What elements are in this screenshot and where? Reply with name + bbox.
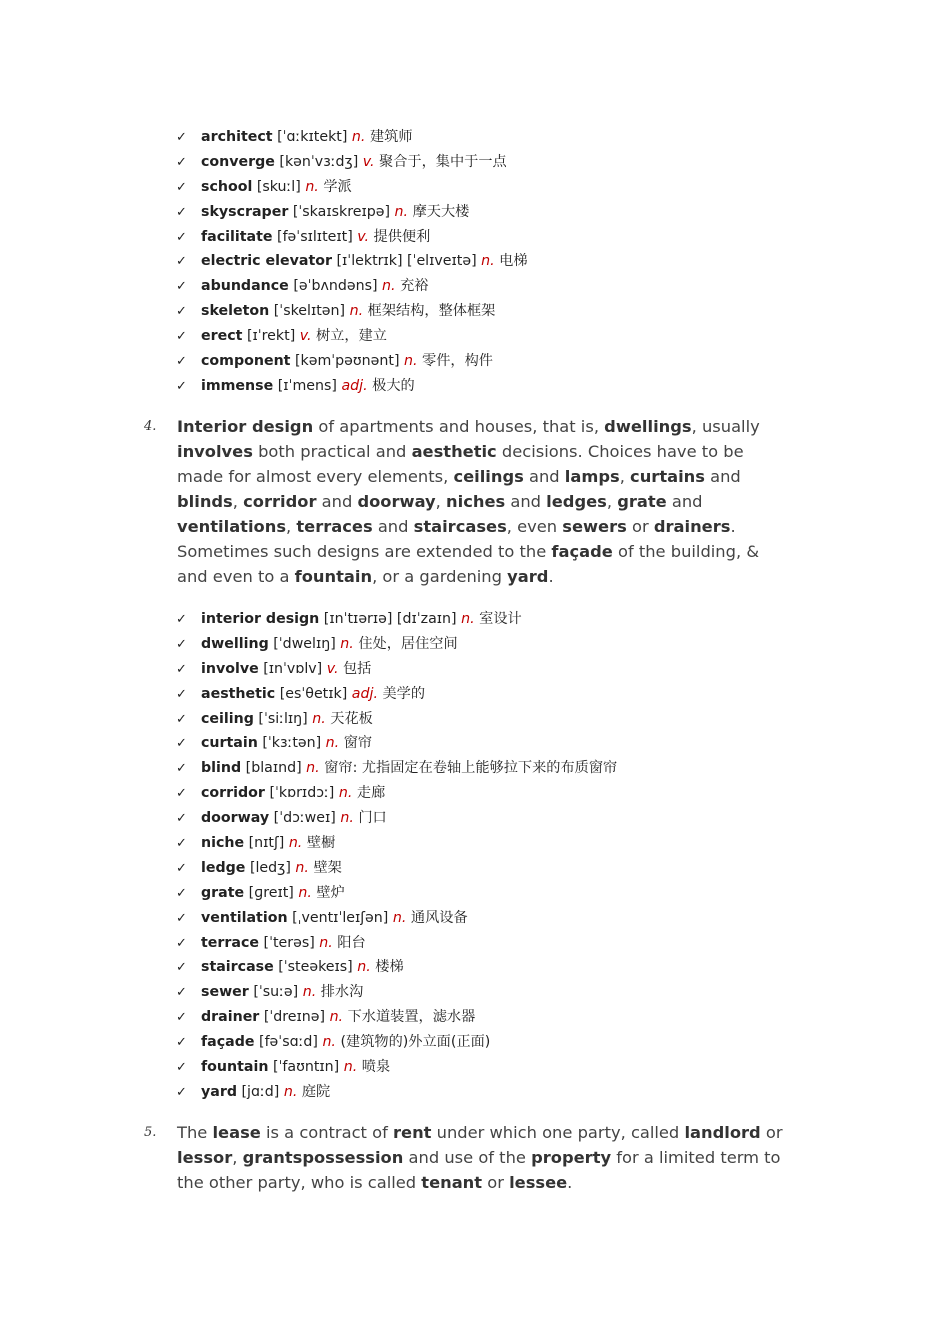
vocab-word: doorway (201, 810, 270, 827)
part-of-speech: n. (338, 785, 353, 802)
check-icon: ✓ (176, 836, 187, 852)
vocab-definition: 通风设备 (410, 909, 468, 926)
vocab-definition: 美学的 (382, 685, 426, 702)
check-icon: ✓ (176, 1060, 187, 1076)
vocab-word: architect (201, 129, 273, 145)
vocab-definition: 窗帘 (343, 735, 373, 752)
vocab-pronunciation: [ˈdɔːweɪ] (273, 810, 336, 827)
check-icon: ✓ (176, 254, 187, 270)
part-of-speech: n. (302, 984, 317, 1001)
vocab-item (176, 1030, 617, 1055)
check-icon: ✓ (176, 786, 187, 802)
vocab-word: drainer (201, 1009, 260, 1026)
vocab-item (176, 881, 617, 906)
vocab-word: staircase (201, 959, 274, 976)
vocab-item (176, 682, 617, 707)
vocab-pronunciation: [kənˈvɜːdʒ] (279, 153, 359, 170)
key-term: corridor (243, 492, 317, 511)
key-term: Interior design (177, 417, 314, 436)
key-term: ceilings (453, 467, 524, 486)
part-of-speech: n. (325, 735, 340, 752)
vocab-definition: 阳台 (337, 934, 366, 951)
check-icon: ✓ (176, 761, 187, 777)
vocab-item (176, 756, 617, 781)
vocab-word: ceiling (201, 710, 254, 727)
vocab-item (176, 831, 617, 856)
check-icon: ✓ (176, 304, 187, 320)
check-icon: ✓ (176, 179, 187, 195)
part-of-speech: n. (288, 835, 303, 852)
vocab-item (176, 806, 617, 831)
vocab-definition: 学派 (323, 178, 352, 195)
vocab-item (176, 931, 617, 956)
vocab-definition: 楼梯 (375, 959, 404, 976)
part-of-speech: n. (404, 353, 418, 370)
vocab-definition: 走廊 (356, 785, 386, 802)
paragraph-text-segment: and (505, 492, 547, 511)
vocab-word: yard (201, 1083, 237, 1100)
vocab-item (176, 1055, 617, 1080)
vocab-definition: 框架结构，整体框架 (367, 303, 496, 320)
key-term: blinds (177, 492, 233, 511)
check-icon: ✓ (176, 860, 187, 876)
part-of-speech: n. (394, 203, 409, 220)
vocab-pronunciation: [ɪˈrekt] (246, 328, 296, 345)
check-icon: ✓ (176, 686, 187, 702)
part-of-speech: n. (382, 278, 396, 295)
vocab-definition: 包括 (342, 660, 372, 677)
vocab-definition: 庭院 (301, 1083, 331, 1100)
vocab-word: electric elevator (201, 253, 332, 270)
part-of-speech: n. (349, 303, 364, 320)
paragraph-text-segment: for a limited term to the other party, who is called (177, 1148, 781, 1192)
vocab-definition: 窗帘: 尤指固定在卷轴上能够拉下来的布质窗帘 (324, 760, 618, 777)
vocab-pronunciation: [əˈbʌndəns] (293, 278, 378, 295)
part-of-speech: n. (295, 859, 309, 876)
key-term: dwellings (604, 417, 692, 436)
vocab-word: terrace (201, 934, 260, 951)
part-of-speech: n. (343, 1059, 358, 1076)
vocab-pronunciation: [ˌventɪˈleɪʃən] (292, 909, 389, 926)
vocab-pronunciation: [ɡreɪt] (248, 884, 294, 901)
paragraph-4-text (177, 414, 794, 589)
vocab-pronunciation: [ˈfaʊntɪn] (272, 1059, 340, 1076)
vocab-word: ledge (201, 859, 246, 876)
vocab-pronunciation: [kəmˈpəʊnənt] (294, 353, 400, 370)
vocab-item (176, 299, 528, 324)
vocab-pronunciation: [skuːl] (256, 178, 301, 195)
vocab-item (176, 249, 528, 274)
vocab-item (176, 324, 528, 349)
vocab-definition: 壁橱 (306, 835, 336, 852)
vocab-definition: 室设计 (479, 611, 522, 627)
key-term: ventilations (177, 517, 287, 536)
check-icon: ✓ (176, 154, 187, 170)
key-term: sewers (562, 517, 627, 536)
key-term: tenant (421, 1173, 483, 1192)
key-term: lease (212, 1123, 261, 1142)
paragraph-text-segment: , (619, 467, 631, 486)
vocab-item (176, 980, 617, 1005)
vocab-word: erect (201, 328, 243, 345)
paragraph-text-segment: decisions. Choices have to be made for almost every elements, (177, 442, 744, 486)
vocab-pronunciation: [fəˈsɪlɪteɪt] (277, 228, 353, 245)
vocab-pronunciation: [ˈsuːə] (253, 984, 299, 1001)
part-of-speech: n. (340, 635, 354, 652)
paragraph-text-segment: and (316, 492, 358, 511)
key-term: niches (446, 492, 506, 511)
key-term: staircases (413, 517, 507, 536)
paragraph-number: 5. (144, 1125, 157, 1140)
check-icon: ✓ (176, 1035, 187, 1051)
paragraph-text-segment: and (372, 517, 414, 536)
part-of-speech: n. (306, 760, 320, 777)
vocab-pronunciation: [blaɪnd] (245, 760, 302, 777)
vocab-definition: 充裕 (400, 278, 429, 295)
vocab-word: component (201, 353, 291, 370)
vocab-pronunciation: [esˈθetɪk] (279, 685, 348, 702)
paragraph-text-segment: and (704, 467, 741, 486)
vocab-item (176, 274, 528, 299)
vocab-pronunciation: [ˈterəs] (263, 934, 315, 951)
vocab-item (176, 906, 617, 931)
vocab-definition: 壁架 (313, 859, 342, 876)
paragraph-text-segment: of apartments and houses, that is, (313, 417, 605, 436)
vocab-item (176, 125, 528, 150)
vocab-item (176, 1005, 617, 1030)
paragraph-text-segment: . (567, 1173, 573, 1192)
check-icon: ✓ (176, 1084, 187, 1100)
check-icon: ✓ (176, 229, 187, 245)
vocab-pronunciation: [ɪˈmens] (277, 377, 337, 394)
vocab-word: immense (201, 377, 274, 394)
paragraph-text-segment: and (523, 467, 565, 486)
vocab-definition: 电梯 (499, 253, 528, 270)
vocab-pronunciation: [ˈskelɪtən] (273, 303, 346, 320)
check-icon: ✓ (176, 661, 187, 677)
key-term: terraces (296, 517, 373, 536)
vocab-definition: 极大的 (372, 377, 415, 394)
vocab-word: niche (201, 835, 245, 852)
vocab-definition: 聚合于，集中于一点 (379, 153, 507, 170)
part-of-speech: n. (351, 129, 366, 145)
paragraph-text-segment: and (666, 492, 703, 511)
vocab-item (176, 349, 528, 374)
vocab-word: curtain (201, 735, 258, 752)
vocab-word: façade (201, 1034, 255, 1051)
paragraph-text-segment: . Sometimes such designs are extended to the (177, 517, 736, 561)
part-of-speech: adj. (351, 685, 378, 702)
vocab-definition: 喷泉 (361, 1059, 391, 1076)
key-term: ledges (546, 492, 607, 511)
part-of-speech: n. (319, 934, 333, 951)
check-icon: ✓ (176, 636, 187, 652)
vocab-word: abundance (201, 278, 289, 295)
part-of-speech: n. (312, 710, 326, 727)
key-term: property (531, 1148, 612, 1167)
key-term: involves (177, 442, 253, 461)
key-term: lessee (509, 1173, 568, 1192)
check-icon: ✓ (176, 1010, 187, 1026)
vocab-definition: 下水道装置，滤水器 (347, 1009, 476, 1026)
check-icon: ✓ (176, 811, 187, 827)
vocab-item (176, 707, 617, 732)
vocab-word: skyscraper (201, 203, 289, 220)
check-icon: ✓ (176, 711, 187, 727)
paragraph-text-segment: , or a gardening (372, 567, 508, 586)
part-of-speech: adj. (341, 377, 368, 394)
vocab-definition: 天花板 (330, 710, 373, 727)
part-of-speech: n. (322, 1034, 336, 1051)
check-icon: ✓ (176, 279, 187, 295)
vocab-definition: 排水沟 (320, 984, 364, 1001)
check-icon: ✓ (176, 910, 187, 926)
vocab-word: blind (201, 760, 242, 777)
part-of-speech: n. (340, 810, 354, 827)
key-term: lessor (177, 1148, 233, 1167)
vocab-item (176, 1080, 617, 1105)
paragraph-text-segment: , (232, 492, 244, 511)
vocab-word: dwelling (201, 635, 269, 652)
check-icon: ✓ (176, 612, 187, 627)
vocab-pronunciation: [ledʒ] (249, 859, 291, 876)
vocab-pronunciation: [ˈsteəkeɪs] (278, 959, 353, 976)
key-term: lamps (564, 467, 620, 486)
vocab-pronunciation: [ˈkɜːtən] (262, 735, 322, 752)
vocab-item (176, 150, 528, 175)
vocab-pronunciation: [ˈkɒrɪdɔː] (269, 785, 335, 802)
vocab-definition: 零件，构件 (422, 353, 493, 370)
paragraph-text-segment: , (606, 492, 618, 511)
vocab-item (176, 657, 617, 682)
paragraph-5-text (177, 1120, 794, 1195)
key-term: fountain (294, 567, 373, 586)
vocab-definition: 摩天大楼 (412, 203, 470, 220)
vocab-definition: 树立，建立 (316, 328, 387, 345)
vocab-pronunciation: [nɪtʃ] (248, 835, 285, 852)
vocab-definition: 建筑师 (369, 129, 413, 145)
vocab-word: sewer (201, 984, 249, 1001)
vocab-item (176, 856, 617, 881)
part-of-speech: v. (299, 328, 312, 345)
part-of-speech: v. (362, 153, 375, 170)
vocab-word: ventilation (201, 909, 288, 926)
vocab-pronunciation: [ˈsiːlɪŋ] (258, 710, 308, 727)
vocab-word: facilitate (201, 228, 273, 245)
vocab-pronunciation: [ˈdwelɪŋ] (273, 635, 336, 652)
key-term: grantspossession (242, 1148, 404, 1167)
vocab-word: skeleton (201, 303, 270, 320)
vocab-list-2 (176, 607, 617, 1105)
vocab-pronunciation: [ɪˈlektrɪk] [ˈelɪveɪtə] (336, 253, 477, 270)
part-of-speech: v. (357, 228, 369, 245)
part-of-speech: n. (305, 178, 319, 195)
part-of-speech: n. (481, 253, 495, 270)
paragraph-text-segment: and use of the (403, 1148, 532, 1167)
paragraph-text-segment: or (760, 1123, 783, 1142)
vocab-item (176, 955, 617, 980)
check-icon: ✓ (176, 960, 187, 976)
vocab-item (176, 200, 528, 225)
paragraph-text-segment: both practical and (252, 442, 412, 461)
vocab-item (176, 374, 528, 399)
vocab-word: school (201, 178, 253, 195)
paragraph-text-segment: or (626, 517, 654, 536)
vocab-word: corridor (201, 785, 265, 802)
vocab-item (176, 607, 617, 632)
vocab-pronunciation: [jɑːd] (241, 1083, 280, 1100)
paragraph-5 (144, 1120, 794, 1195)
vocab-pronunciation: [ɪnˈtɪərɪə] [dɪˈzaɪn] (323, 611, 457, 627)
check-icon: ✓ (176, 736, 187, 752)
key-term: doorway (357, 492, 436, 511)
vocab-word: involve (201, 660, 259, 677)
vocab-definition: (建筑物的)外立面(正面) (340, 1034, 491, 1051)
vocab-item (176, 731, 617, 756)
check-icon: ✓ (176, 885, 187, 901)
vocab-list-1 (176, 125, 528, 399)
part-of-speech: n. (329, 1009, 344, 1026)
check-icon: ✓ (176, 329, 187, 345)
vocab-word: fountain (201, 1059, 269, 1076)
vocab-pronunciation: [fəˈsɑːd] (259, 1034, 318, 1051)
vocab-item (176, 632, 617, 657)
key-term: aesthetic (411, 442, 497, 461)
vocab-definition: 提供便利 (373, 228, 431, 245)
paragraph-text-segment: The (177, 1123, 213, 1142)
key-term: façade (551, 542, 613, 561)
part-of-speech: n. (298, 884, 312, 901)
check-icon: ✓ (176, 985, 187, 1001)
vocab-pronunciation: [ɪnˈvɒlv] (263, 660, 323, 677)
vocab-item (176, 225, 528, 250)
key-term: drainers (653, 517, 731, 536)
check-icon: ✓ (176, 354, 187, 370)
paragraph-text-segment: , (232, 1148, 243, 1167)
vocab-pronunciation: [ˈskaɪskreɪpə] (292, 203, 391, 220)
key-term: curtains (630, 467, 705, 486)
paragraph-text-segment: is a contract of (260, 1123, 393, 1142)
vocab-item (176, 175, 528, 200)
vocab-pronunciation: [ˈdreɪnə] (263, 1009, 326, 1026)
part-of-speech: n. (283, 1083, 298, 1100)
part-of-speech: n. (357, 959, 371, 976)
vocab-word: grate (201, 884, 245, 901)
part-of-speech: n. (461, 611, 475, 627)
part-of-speech: v. (326, 660, 339, 677)
paragraph-4 (144, 414, 794, 589)
paragraph-number: 4. (144, 419, 157, 434)
paragraph-text-segment: , (435, 492, 447, 511)
check-icon: ✓ (176, 130, 187, 145)
vocab-pronunciation: [ˈɑːkɪtekt] (277, 129, 348, 145)
vocab-word: aesthetic (201, 685, 276, 702)
key-term: rent (393, 1123, 432, 1142)
paragraph-text-segment: of the building, & and even to a (177, 542, 760, 586)
check-icon: ✓ (176, 935, 187, 951)
paragraph-text-segment: , usually (691, 417, 760, 436)
vocab-item (176, 781, 617, 806)
vocab-definition: 壁炉 (316, 884, 345, 901)
key-term: landlord (684, 1123, 761, 1142)
vocab-word: converge (201, 153, 275, 170)
check-icon: ✓ (176, 378, 187, 394)
vocab-word: interior design (201, 611, 320, 627)
paragraph-text-segment: , even (506, 517, 563, 536)
paragraph-text-segment: . (548, 567, 554, 586)
part-of-speech: n. (392, 909, 407, 926)
paragraph-text-segment: or (482, 1173, 510, 1192)
vocab-definition: 住处，居住空间 (358, 635, 458, 652)
check-icon: ✓ (176, 204, 187, 220)
paragraph-text-segment: , (286, 517, 297, 536)
key-term: grate (617, 492, 667, 511)
vocab-definition: 门口 (358, 810, 387, 827)
paragraph-text-segment: under which one party, called (431, 1123, 685, 1142)
key-term: yard (507, 567, 549, 586)
